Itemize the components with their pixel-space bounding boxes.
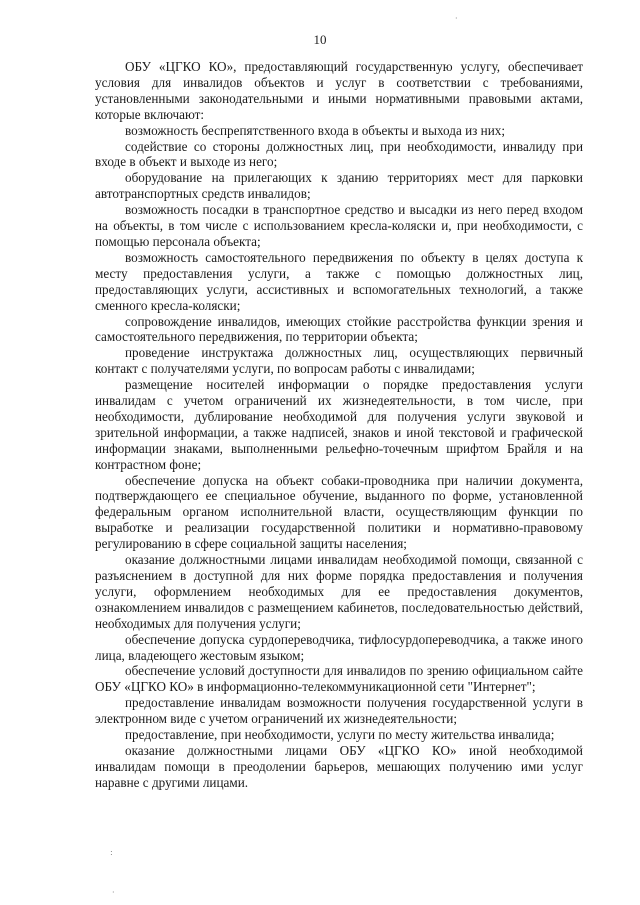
paragraph-intro: ОБУ «ЦГКО КО», предоставляющий государственную услугу, обеспечивает условия для инвалидов объектов и услуг в соответствии с требованиями, установленными законодательными и иными нормативными правовыми актами, которые включают: [95,59,583,122]
paragraph: возможность самостоятельного передвижения по объекту в целях доступа к месту предоставления услуги, а также с помощью должностных лиц, предоставляющих услуги, ассистивных и вспомогательных технологий, а также сменного кресла-коляски; [95,249,583,313]
paragraph: возможность беспрепятственного входа в объекты и выхода из них; [125,122,506,138]
paragraph: оказание должностными лицами инвалидам необходимой помощи, связанной с разъяснением в доступной для них форме порядка предоставления и получения услуги, оформлением необходимых для ее предоставления документов, ознакомлением инвалидов с размещением кабинетов, последовательностью действий, необходимых для получения услуги; [95,552,583,631]
page-number: 10 [313,32,327,47]
paragraph: предоставление инвалидам возможности получения государственной услуги в электронном виде с учетом ограничений их жизнедеятельности; [95,695,583,727]
scan-speck: · [112,888,115,897]
paragraph: размещение носителей информации о порядке предоставления услуги инвалидам с учетом ограничений их жизнедеятельности, в том числе, при необходимости, дублирование необходимой для получения услуги звуковой и зрительной информации, а также надписей, знаков и иной текстовой и графической информации знаками, выполненными рельефно-точечным шрифтом Брайля и на контрастном фоне; [95,377,583,472]
paragraph: оборудование на прилегающих к зданию территориях мест для парковки автотранспортных средств инвалидов; [95,170,583,202]
paragraph: предоставление, при необходимости, услуги по месту жительства инвалида; [125,727,555,743]
scan-speck: · [455,14,458,23]
scan-speck: : [110,848,113,857]
paragraph-final: оказание должностными лицами ОБУ «ЦГКО КО» иной необходимой инвалидам помощи в преодолении барьеров, мешающих получению ими услуг наравне с другими лицами. [95,742,583,790]
paragraph: содействие со стороны должностных лиц, при необходимости, инвалиду при входе в объект и выходе из него; [95,138,583,170]
paragraph: обеспечение допуска на объект собаки-проводника при наличии документа, подтверждающего ее специальное обучение, выданного по форме, установленной федеральным органом исполнительной власти, осуществляющим функции по выработке и реализации государственной политики и нормативно-правовому регулированию в сфере социальной защиты населения; [95,472,583,552]
paragraph: сопровождение инвалидов, имеющих стойкие расстройства функции зрения и самостоятельного передвижения, по территории объекта; [95,313,583,345]
paragraph: возможность посадки в транспортное средство и высадки из него перед входом на объекты, в том числе с использованием кресла-коляски и, при необходимости, с помощью персонала объекта; [95,202,583,249]
paragraph: проведение инструктажа должностных лиц, осуществляющих первичный контакт с получателями услуги, по вопросам работы с инвалидами; [95,345,583,377]
paragraph: обеспечение допуска сурдопереводчика, тифлосурдопереводчика, а также иного лица, владеющего жестовым языком; [95,631,583,663]
document-body [95,59,583,791]
paragraph: обеспечение условий доступности для инвалидов по зрению официальном сайте ОБУ «ЦГКО КО» в информационно-телекоммуникационной сети "Интернет"; [95,663,583,695]
